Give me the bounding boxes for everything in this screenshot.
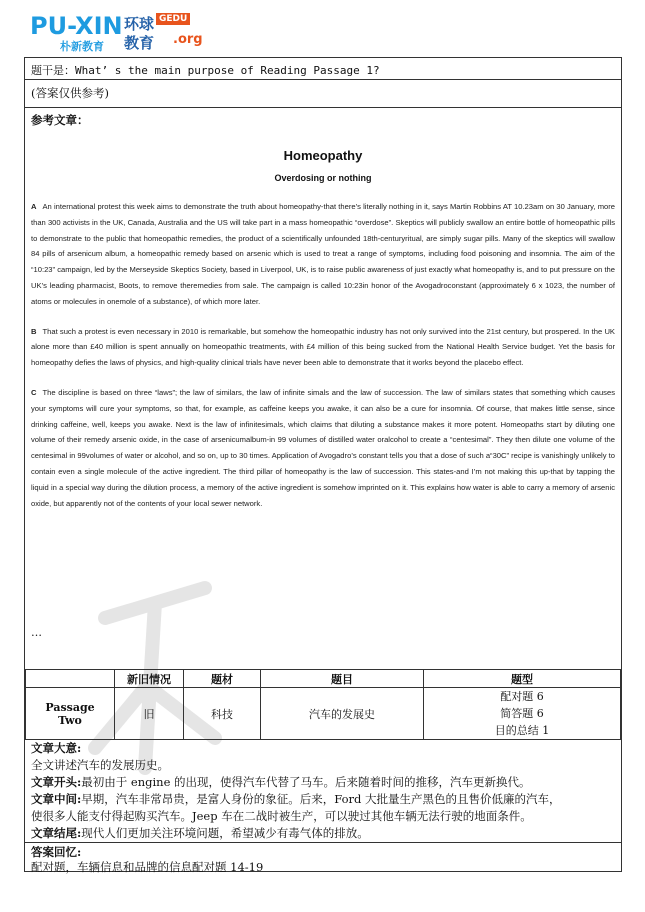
paragraph-text: That such a protest is even necessary in 2010 is remarkable, but somehow the homeopathic industry has not only survived into the 21st century, but prospered. In the UK alone more than £40 million is spent annually on homeopathic treatments, with £4 million of this being sucked from the National Health Service budget. Yet the basis for homeopathy defies the laws of physics, and high-quality clinical trials have never been able to demonstrate that it works beyond the placebo effect. xyxy=(31,326,615,368)
passage-info-table xyxy=(25,669,621,740)
summary-opening xyxy=(31,774,531,790)
gedu-logo-suffix: .org xyxy=(173,32,203,47)
passage-number: Two xyxy=(58,713,82,727)
question-type: 配对题 6 xyxy=(500,690,544,703)
puxin-logo: PU-XIN xyxy=(30,12,123,40)
summary-middle-cont: 使很多人能支付得起购买汽车。Jeep 车在二战时被生产，可以驶过其他车辆无法行驶的地面条件。 xyxy=(31,809,532,823)
opening-label: 文章开头: xyxy=(31,775,82,789)
recall-label: 答案回忆: xyxy=(31,845,82,859)
question-type: 简答题 6 xyxy=(500,707,544,720)
paragraph-text: An international protest this week aims to demonstrate the truth about homeopathy-that there’s literally nothing in it, says Martin Robbins AT 10.23am on 30 January, more than 300 activists in the UK, Canada, Australia and the US will take part in a mass homeopathic “overdose”. Skeptics will publicly swallow an entire bottle of homeopathic pills to demonstrate to the public that homeopathic remedies, the product of a scientifically unfounded 18th-centuryritual, are simply sugar pills. Many of the skeptics will swallow 84 pills of arsenicum album, a homeopathic remedy based on arsenic which is used to treat a range of symptoms, including food poisoning and insomnia. The aim of the “10:23” campaign, led by the Merseyside Skeptics Society, based in Liverpool, UK, is to raise public awareness of just exactly what homeopathy is, and to put pressure on the UK’s leading pharmacist, Boots, to remove theremedies from sale. The campaign is called 10:23in honor of the Avogadroconstant (approximately 6 x 1023, the number of atoms or molecules in onemole of a substance), of which more later. xyxy=(31,202,615,306)
gedu-logo-bottom: 教育 xyxy=(124,34,155,52)
paragraph-letter: A xyxy=(31,202,37,211)
gedu-logo-badge: GEDU xyxy=(156,13,190,25)
middle-label: 文章中间: xyxy=(31,792,82,806)
article-paragraph-b xyxy=(31,324,615,371)
ending-text: 现代人们更加关注环境问题，希望减少有毒气体的排放。 xyxy=(81,826,369,840)
reference-article xyxy=(31,136,615,606)
passage-label-cell xyxy=(26,688,115,740)
question-types-cell xyxy=(424,688,621,740)
opening-text: 最初由于 engine 的出现，使得汽车代替了马车。后来随着时间的推移，汽车更新换代。 xyxy=(81,775,531,789)
puxin-logo-subtitle: 朴新教育 xyxy=(60,40,104,53)
subject-cell: 科技 xyxy=(184,688,261,740)
answer-note: (答案仅供参考) xyxy=(31,86,109,100)
summary-middle xyxy=(31,791,561,807)
gedu-logo-top: 环球 xyxy=(124,15,155,33)
article-paragraph-a xyxy=(31,199,615,310)
topic-cell: 汽车的发展史 xyxy=(261,688,424,740)
question-type: 目的总结 1 xyxy=(494,724,550,737)
summary-label: 文章大意: xyxy=(31,741,82,755)
ending-label: 文章结尾: xyxy=(31,826,82,840)
paragraph-letter: C xyxy=(31,387,37,397)
summary-text: 全文讲述汽车的发展历史。 xyxy=(31,758,169,772)
summary-ending xyxy=(31,825,369,841)
question-stem: 题干是：What’ s the main purpose of Reading Passage 1? xyxy=(31,64,380,77)
table-header-status: 新旧情况 xyxy=(115,670,184,688)
page-header xyxy=(22,10,622,52)
paragraph-text: The discipline is based on three “laws”; the law of similars, the law of infinite simals and the law of succession. The law of similars states that something which causes your symptoms will cure your symptoms, so that, for example, as caffeine keeps you awake, it can also be a cure for insomnia. Of course, that makes little sense, since drinking caffeine, well, keeps you awake. Next is the law of infinitesimals, which claims that diluting a substance makes it more potent. Homeopaths start by diluting one volume of their remedy arsenic oxide, in the case of arsenicumalbum-in 99 volumes of distilled water oralcohol to create a “centesimal”. They then dilute one volume of the centesimal in 99volumes of water or alcohol, and so on, up to 30 times. Application of Avogadro’s constant tells you that a dose of such a“30C” recipe is vanishingly unlikely to contain even a single molecule of the active ingredient. The third pillar of homeopathy is the law of succession. This states-and I’m not making this up-that by tapping the liquid in a special way during the dilution process, a memory of the active ingredient is somehow imprinted on it. This explains how water is able to carry a memory of arsenic oxide, but apparently not of the contents of your local sewer network. xyxy=(31,387,615,508)
article-ellipsis: … xyxy=(31,626,42,639)
table-header-topic: 题目 xyxy=(261,670,424,688)
article-subtitle: Overdosing or nothing xyxy=(274,173,372,183)
paragraph-letter: B xyxy=(31,326,37,336)
table-header-subject: 题材 xyxy=(184,670,261,688)
article-paragraph-c xyxy=(31,385,615,511)
reference-label: 参考文章： xyxy=(31,113,89,127)
status-cell: 旧 xyxy=(115,688,184,740)
answer-document xyxy=(24,57,622,872)
middle-text: 早期，汽车非常昂贵，是富人身份的象征。后来，Ford 大批量生产黑色的且售价低廉的汽车， xyxy=(81,792,561,806)
recall-text: 配对题，车辆信息和品牌的信息配对题 14-19 xyxy=(31,860,264,874)
table-corner-cell xyxy=(26,670,115,688)
passage-label: Passage xyxy=(45,700,95,714)
table-header-type: 题型 xyxy=(424,670,621,688)
article-title: Homeopathy xyxy=(283,148,363,163)
